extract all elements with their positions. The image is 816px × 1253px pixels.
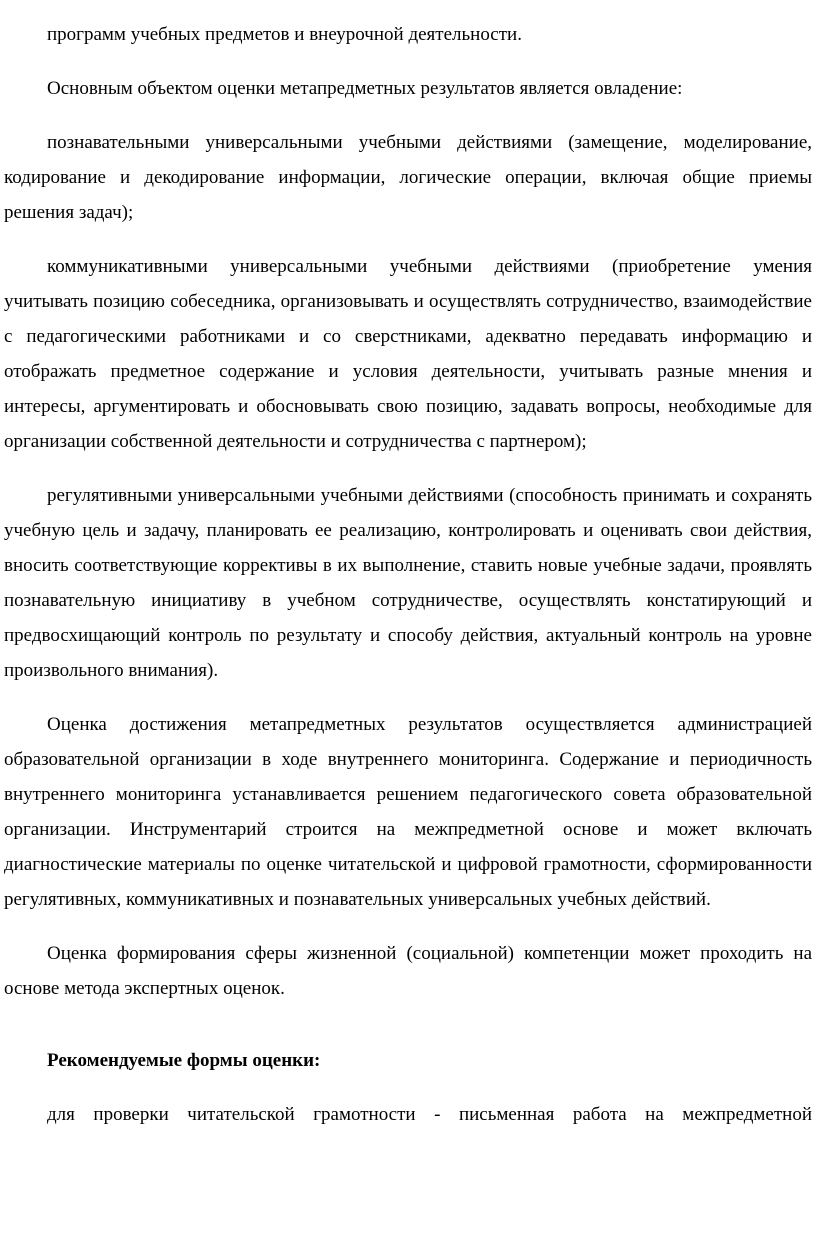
paragraph-4: коммуникативными универсальными учебными действиями (приобретение умения учитывать позицию собеседника, организовывать и осуществлять сотрудничество, взаимодействие с педагогическими работниками и со сверстниками, адекватно передавать информацию и отображать предметное содержание и условия деятельности, учитывать разные мнения и интересы, аргументировать и обосновывать свою позицию, задавать вопросы, необходимые для организации собственной деятельности и сотрудничества с партнером); <box>4 256 812 452</box>
paragraph-7: Оценка формирования сферы жизненной (социальной) компетенции может проходить на основе метода экспертных оценок. <box>4 943 812 999</box>
paragraph-8: для проверки читательской грамотности - письменная работа на межпредметной <box>47 1104 812 1125</box>
paragraph-6: Оценка достижения метапредметных результатов осуществляется администрацией образовательной организации в ходе внутреннего мониторинга. Содержание и периодичность внутреннего мониторинга устанавливается решением педагогического совета образовательной организации. Инструментарий строится на межпредметной основе и может включать диагностические материалы по оценке читательской и цифровой грамотности, сформированности регулятивных, коммуникативных и познавательных универсальных учебных действий. <box>4 714 812 910</box>
paragraph-3: познавательными универсальными учебными действиями (замещение, моделирование, кодирование и декодирование информации, логические операции, включая общие приемы решения задач); <box>4 132 812 223</box>
paragraph-5: регулятивными универсальными учебными действиями (способность принимать и сохранять учебную цель и задачу, планировать ее реализацию, контролировать и оценивать свои действия, вносить соответствующие коррективы в их выполнение, ставить новые учебные задачи, проявлять познавательную инициативу в учебном сотрудничестве, осуществлять констатирующий и предвосхищающий контроль по результату и способу действия, актуальный контроль на уровне произвольного внимания). <box>4 485 812 681</box>
section-heading: Рекомендуемые формы оценки: <box>47 1050 321 1071</box>
paragraph-1: программ учебных предметов и внеурочной деятельности. <box>47 24 522 45</box>
paragraph-2: Основным объектом оценки метапредметных результатов является овладение: <box>47 78 683 99</box>
